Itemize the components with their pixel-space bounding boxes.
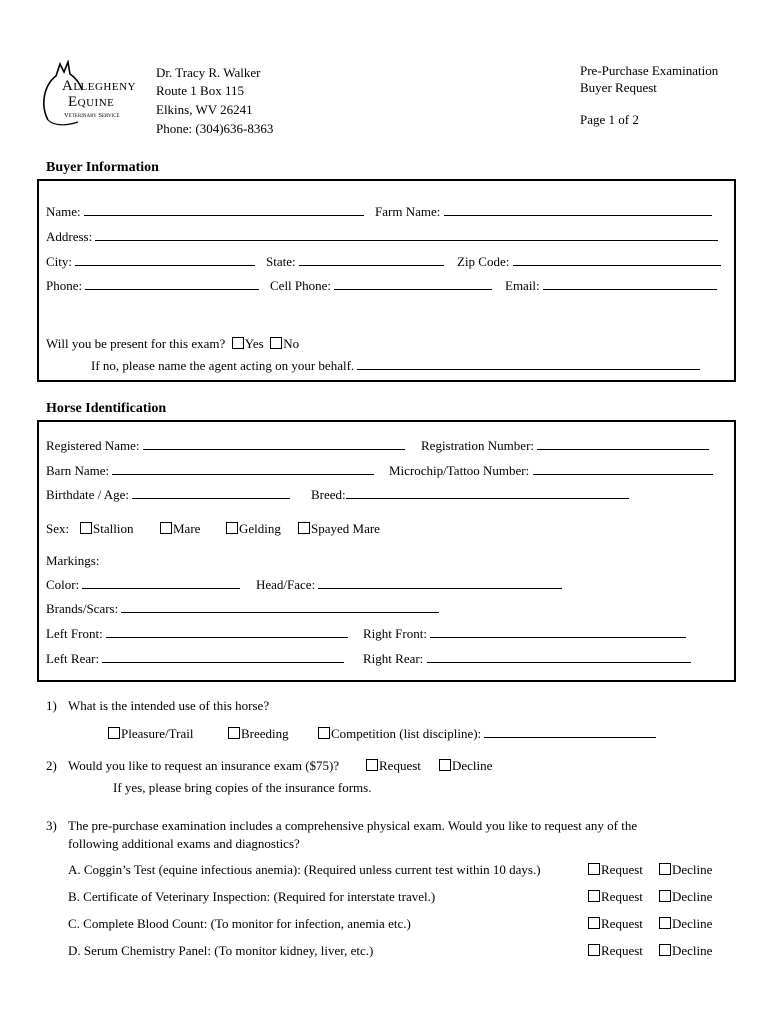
item-d-decline-option[interactable] (659, 943, 712, 959)
left-front-label: Left Front: (46, 626, 103, 641)
head-face-label: Head/Face: (256, 577, 316, 592)
no-label: No (283, 336, 300, 351)
competition-label: Competition (list discipline): (331, 726, 482, 741)
q2-request-option[interactable] (366, 758, 421, 774)
phone-field[interactable] (46, 278, 259, 294)
checkbox-icon[interactable] (659, 863, 671, 875)
gelding-label: Gelding (239, 521, 281, 536)
microchip-field[interactable] (389, 463, 713, 479)
left-rear-field[interactable] (46, 651, 344, 667)
sex-gelding-option[interactable] (226, 521, 281, 537)
item-a-decline-option[interactable] (659, 862, 712, 878)
q1-competition-option[interactable] (318, 726, 656, 742)
address-field[interactable] (46, 229, 718, 245)
q3-item-d: D. Serum Chemistry Panel: (To monitor kidney, liver, etc.) (68, 943, 374, 958)
q3-item-a: A. Coggin’s Test (equine infectious anemia): (Required unless current test within 10 days.) (68, 862, 541, 877)
item-c-request-option[interactable] (588, 916, 643, 932)
page-number: Page 1 of 2 (580, 112, 639, 127)
vet-address2: Elkins, WV 26241 (156, 102, 253, 117)
q1-number: 1) (46, 698, 57, 713)
breed-field[interactable] (311, 487, 629, 503)
checkbox-icon[interactable] (108, 727, 120, 739)
q2-decline-option[interactable] (439, 758, 492, 774)
discipline-line[interactable] (484, 727, 656, 738)
checkbox-icon[interactable] (439, 759, 451, 771)
decline-label: Decline (452, 758, 493, 773)
breeding-label: Breeding (241, 726, 289, 741)
checkbox-icon[interactable] (588, 944, 600, 956)
request-label: Request (379, 758, 421, 773)
logo-line2: Equine (68, 94, 115, 110)
head-face-field[interactable] (256, 577, 562, 593)
sex-mare-option[interactable] (160, 521, 200, 537)
checkbox-icon[interactable] (588, 890, 600, 902)
cell-phone-field[interactable] (270, 278, 492, 294)
zip-label: Zip Code: (457, 254, 510, 269)
spayed-label: Spayed Mare (311, 521, 380, 536)
q3-text-line1: The pre-purchase examination includes a comprehensive physical exam. Would you like to request any of the (68, 818, 638, 833)
item-b-decline-option[interactable] (659, 889, 712, 905)
checkbox-icon[interactable] (366, 759, 378, 771)
vet-phone: Phone: (304)636-8363 (156, 121, 274, 136)
cell-phone-label: Cell Phone: (270, 278, 332, 293)
agent-label: If no, please name the agent acting on your behalf. (91, 358, 355, 373)
buyer-section-title: Buyer Information (46, 160, 159, 175)
pleasure-label: Pleasure/Trail (121, 726, 194, 741)
checkbox-icon[interactable] (160, 522, 172, 534)
checkbox-icon[interactable] (80, 522, 92, 534)
checkbox-icon[interactable] (659, 890, 671, 902)
checkbox-icon[interactable] (232, 337, 244, 349)
birthdate-field[interactable] (46, 487, 290, 503)
right-rear-label: Right Rear: (363, 651, 424, 666)
checkbox-icon[interactable] (588, 863, 600, 875)
request-label: Request (601, 889, 643, 904)
q1-pleasure-option[interactable] (108, 726, 193, 742)
farm-name-field[interactable] (375, 204, 712, 220)
item-c-decline-option[interactable] (659, 916, 712, 932)
breed-label: Breed: (311, 487, 346, 502)
birthdate-label: Birthdate / Age: (46, 487, 130, 502)
present-yes-option[interactable] (232, 336, 264, 352)
left-rear-label: Left Rear: (46, 651, 100, 666)
mare-label: Mare (173, 521, 201, 536)
request-label: Request (601, 862, 643, 877)
checkbox-icon[interactable] (659, 944, 671, 956)
city-label: City: (46, 254, 73, 269)
left-front-field[interactable] (46, 626, 348, 642)
color-label: Color: (46, 577, 80, 592)
brands-label: Brands/Scars: (46, 601, 119, 616)
q2-text: Would you like to request an insurance exam ($75)? (68, 758, 340, 773)
q1-breeding-option[interactable] (228, 726, 289, 742)
item-d-request-option[interactable] (588, 943, 643, 959)
markings-label: Markings: (46, 553, 100, 568)
registration-number-label: Registration Number: (421, 438, 535, 453)
present-no-option[interactable] (270, 336, 299, 352)
checkbox-icon[interactable] (228, 727, 240, 739)
state-label: State: (266, 254, 296, 269)
present-question (46, 336, 299, 352)
horse-section-title: Horse Identification (46, 401, 167, 416)
registered-name-label: Registered Name: (46, 438, 140, 453)
state-field[interactable] (266, 254, 444, 270)
name-field[interactable] (46, 204, 364, 220)
right-front-field[interactable] (363, 626, 686, 642)
checkbox-icon[interactable] (318, 727, 330, 739)
decline-label: Decline (672, 862, 713, 877)
q3-text-line2: following additional exams and diagnostics? (68, 836, 300, 851)
checkbox-icon[interactable] (588, 917, 600, 929)
stallion-label: Stallion (93, 521, 134, 536)
yes-label: Yes (244, 336, 264, 351)
sex-label: Sex: (46, 521, 70, 536)
barn-name-label: Barn Name: (46, 463, 110, 478)
decline-label: Decline (672, 889, 713, 904)
logo-line3: Veterinary Service (64, 112, 120, 119)
checkbox-icon[interactable] (226, 522, 238, 534)
item-a-request-option[interactable] (588, 862, 643, 878)
zip-field[interactable] (457, 254, 721, 270)
registration-number-field[interactable] (421, 438, 709, 454)
q3-item-b: B. Certificate of Veterinary Inspection: (Required for interstate travel.) (68, 889, 436, 904)
microchip-label: Microchip/Tattoo Number: (389, 463, 530, 478)
q2-note: If yes, please bring copies of the insurance forms. (113, 780, 372, 795)
horse-info-box (37, 420, 736, 682)
clinic-logo (38, 60, 138, 130)
checkbox-icon[interactable] (298, 522, 310, 534)
farm-name-label: Farm Name: (375, 204, 441, 219)
checkbox-icon[interactable] (270, 337, 282, 349)
vet-name: Dr. Tracy R. Walker (156, 65, 261, 80)
decline-label: Decline (672, 943, 713, 958)
q3-item-c: C. Complete Blood Count: (To monitor for infection, anemia etc.) (68, 916, 411, 931)
phone-label: Phone: (46, 278, 83, 293)
color-field[interactable] (46, 577, 240, 593)
form-title-2: Buyer Request (580, 80, 657, 95)
right-rear-field[interactable] (363, 651, 691, 667)
right-front-label: Right Front: (363, 626, 427, 641)
agent-field[interactable] (91, 358, 700, 374)
name-label: Name: (46, 204, 81, 219)
registered-name-field[interactable] (46, 438, 405, 454)
q3-number: 3) (46, 818, 57, 833)
brands-field[interactable] (46, 601, 439, 617)
form-title-1: Pre-Purchase Examination (580, 63, 719, 78)
present-question-label: Will you be present for this exam? (46, 336, 226, 351)
address-label: Address: (46, 229, 93, 244)
q1-text: What is the intended use of this horse? (68, 698, 270, 713)
vet-address1: Route 1 Box 115 (156, 83, 244, 98)
city-field[interactable] (46, 254, 255, 270)
decline-label: Decline (672, 916, 713, 931)
item-b-request-option[interactable] (588, 889, 643, 905)
email-field[interactable] (505, 278, 717, 294)
checkbox-icon[interactable] (659, 917, 671, 929)
request-label: Request (601, 943, 643, 958)
q2-number: 2) (46, 758, 57, 773)
barn-name-field[interactable] (46, 463, 374, 479)
logo-line1: Allegheny (62, 78, 136, 94)
email-label: Email: (505, 278, 540, 293)
sex-stallion-option[interactable] (80, 521, 133, 537)
sex-spayed-option[interactable] (298, 521, 380, 537)
request-label: Request (601, 916, 643, 931)
